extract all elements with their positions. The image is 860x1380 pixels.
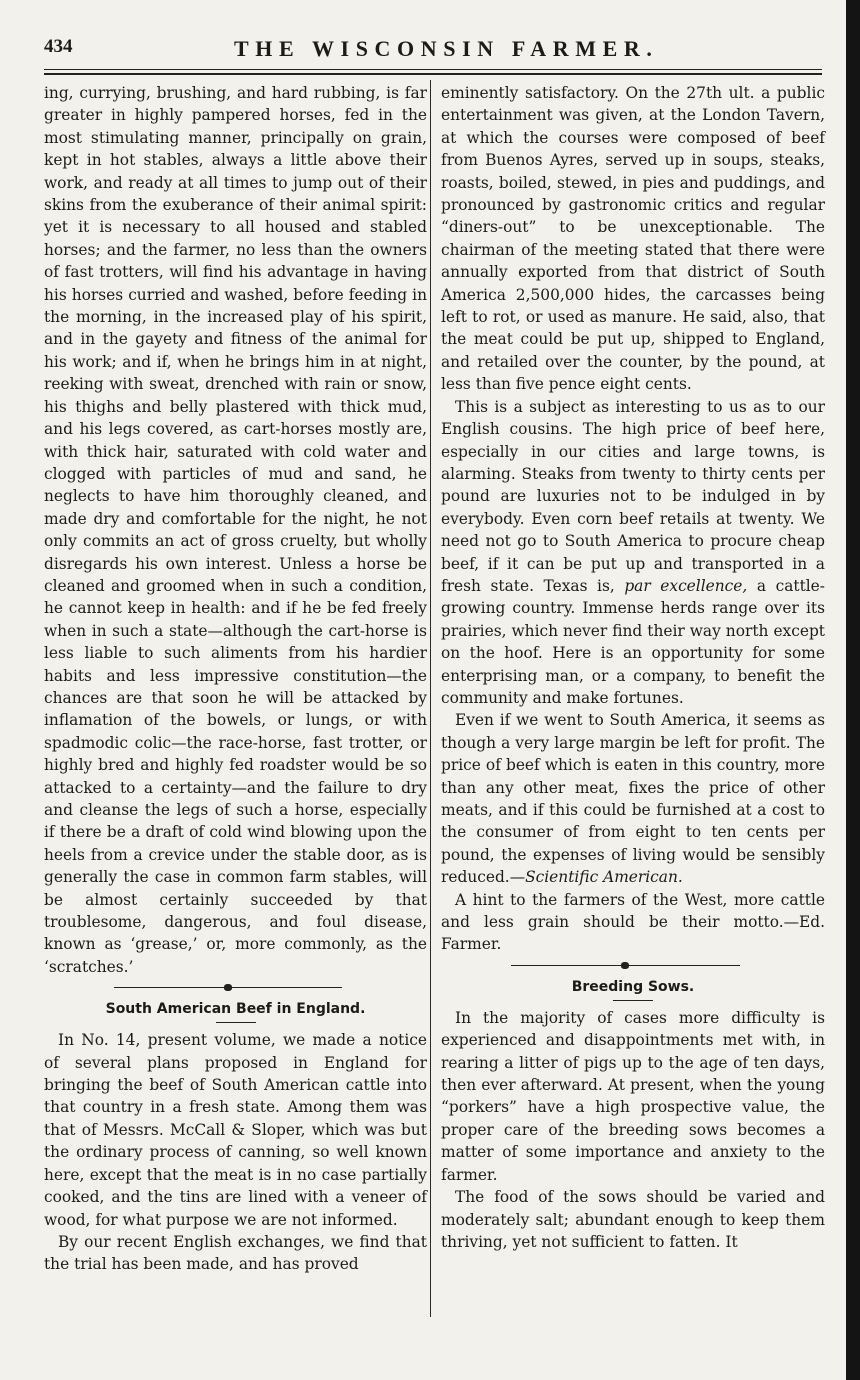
title-underline	[216, 1022, 256, 1023]
beef-paragraph-2: By our recent English exchanges, we find that the trial has been made, and has proved	[44, 1232, 427, 1274]
beef-paragraph-1: In No. 14, present volume, we made a notice of several plans proposed in England for bringing the beef of South American cattle into that country in a fresh state. Among them was that of Messrs. McCall & Sloper, which was but the ordinary process of canning, so well known here, except that the meat is in no case partially cooked, and the tins are lined with a veneer of wood, for what purpose we are not informed.	[44, 1031, 427, 1229]
column-divider	[430, 80, 431, 1317]
header-rule-top	[44, 69, 822, 70]
left-column	[44, 82, 427, 1276]
page-header	[44, 34, 822, 74]
header-rule-bottom	[44, 73, 822, 75]
section-divider	[44, 980, 427, 994]
editor-note: A hint to the farmers of the West, more cattle and less grain should be their motto.—Ed. Farmer.	[441, 890, 825, 954]
right-column	[441, 82, 825, 1253]
beef-paragraph-5: Even if we went to South America, it seems as though a very large margin be left for profit. The price of beef which is eaten in this country, more than any other meat, fixes the price of other meats, and if this could be furnished at a cost to the consumer of from eight to ten cents per pound, the expenses of living would be sensibly reduced.—Scientific American.	[441, 711, 825, 887]
title-underline	[613, 1000, 653, 1001]
beef-paragraph-3: eminently satisfactory. On the 27th ult. a public entertainment was given, at the London Tavern, at which the courses were composed of beef from Buenos Ayres, served up in soups, steaks, roasts, boiled, stewed, in pies and puddings, and pronounced by gastronomic critics and regular “diners-out” to be unexceptionable. The chairman of the meeting stated that there were annually exported from that district of South America 2,500,000 hides, the carcasses being left to rot, or used as manure. He said, also, that the meat could be put up, shipped to England, and retailed over the counter, by the pound, at less than five pence eight cents.	[441, 84, 825, 394]
journal-title: THE WISCONSIN FARMER.	[234, 36, 659, 61]
sows-paragraph-1: In the majority of cases more difficulty is experienced and disappointments met with, in rearing a litter of pigs up to the age of ten days, then ever afterward. At present, when the young “porkers” have a high prospective value, the proper care of the breeding sows becomes a matter of some importance and anxiety to the farmer.	[441, 1008, 825, 1184]
horse-grooming-paragraph: ing, currying, brushing, and hard rubbing, is far greater in highly pampered horses, fed in the most stimulating manner, principally on grain, kept in hot stables, always a little above their work, and ready at all times to jump out of their skins from the exuberance of their animal spirit: yet it is necessary to all housed and stabled horses; and the farmer, no less than the owners of fast trotters, will find his advantage in having his horses curried and washed, before feeding in the morning, in the increased play of his spirit, and in the gayety and fitness of the animal for his work; and if, when he brings him in at night, reeking with sweat, drenched with rain or snow, his thighs and belly plastered with thick mud, and his legs covered, as cart-horses mostly are, with thick hair, saturated with cold water and clogged with particles of mud and sand, he neglects to have him thoroughly cleaned, and made dry and comfortable for the night, he not only commits an act of gross cruelty, but wholly disregards his own interest. Unless a horse be cleaned and groomed when in such a condition, he cannot keep in health: and if he be fed freely when in such a state—although the cart-horse is less liable to such aliments from his hardier habits and less impressive constitution—the chances are that soon he will be attacked by inflamation of the bowels, or lungs, or with spadmodic colic—the race-horse, fast trotter, or highly bred and highly fed roadster would be so attacked to a certainty—and the failure to dry and cleanse the legs of such a horse, especially if there be a draft of cold wind blowing upon the heels from a crevice under the stable door, as is generally the case in common farm stables, will be almost certainly succeeded by that troublesome, dangerous, and foul disease, known as ‘grease,’ or, more commonly, as the ‘scratches.’	[44, 84, 427, 976]
section-title-breeding-sows: Breeding Sows.	[571, 978, 695, 995]
sows-paragraph-2: The food of the sows should be varied and moderately salt; abundant enough to keep them thriving, yet not sufficient to fatten. It	[441, 1188, 825, 1251]
section-divider	[441, 958, 825, 972]
scan-edge	[846, 0, 860, 1380]
section-title-south-american-beef: South American Beef in England.	[105, 1001, 366, 1018]
italic-phrase: par excellence,	[624, 576, 748, 595]
page-number: 434	[44, 36, 73, 57]
beef-paragraph-4: This is a subject as interesting to us as to our English cousins. The high price of beef here, especially in our cities and large towns, is alarming. Steaks from twenty to thirty cents per pound are luxuries not to be indulged in by everybody. Even corn beef retails at twenty. We need not go to South America to procure cheap beef, if it can be put up and transported in a fresh state. Texas is, par excellence, a cattle-growing country. Immense herds range over its prairies, which never find their way north except on the hoof. Here is an opportunity for some enterprising man, or a company, to benefit the community and make fortunes.	[441, 397, 825, 707]
source-citation: Scientific American.	[525, 868, 683, 887]
